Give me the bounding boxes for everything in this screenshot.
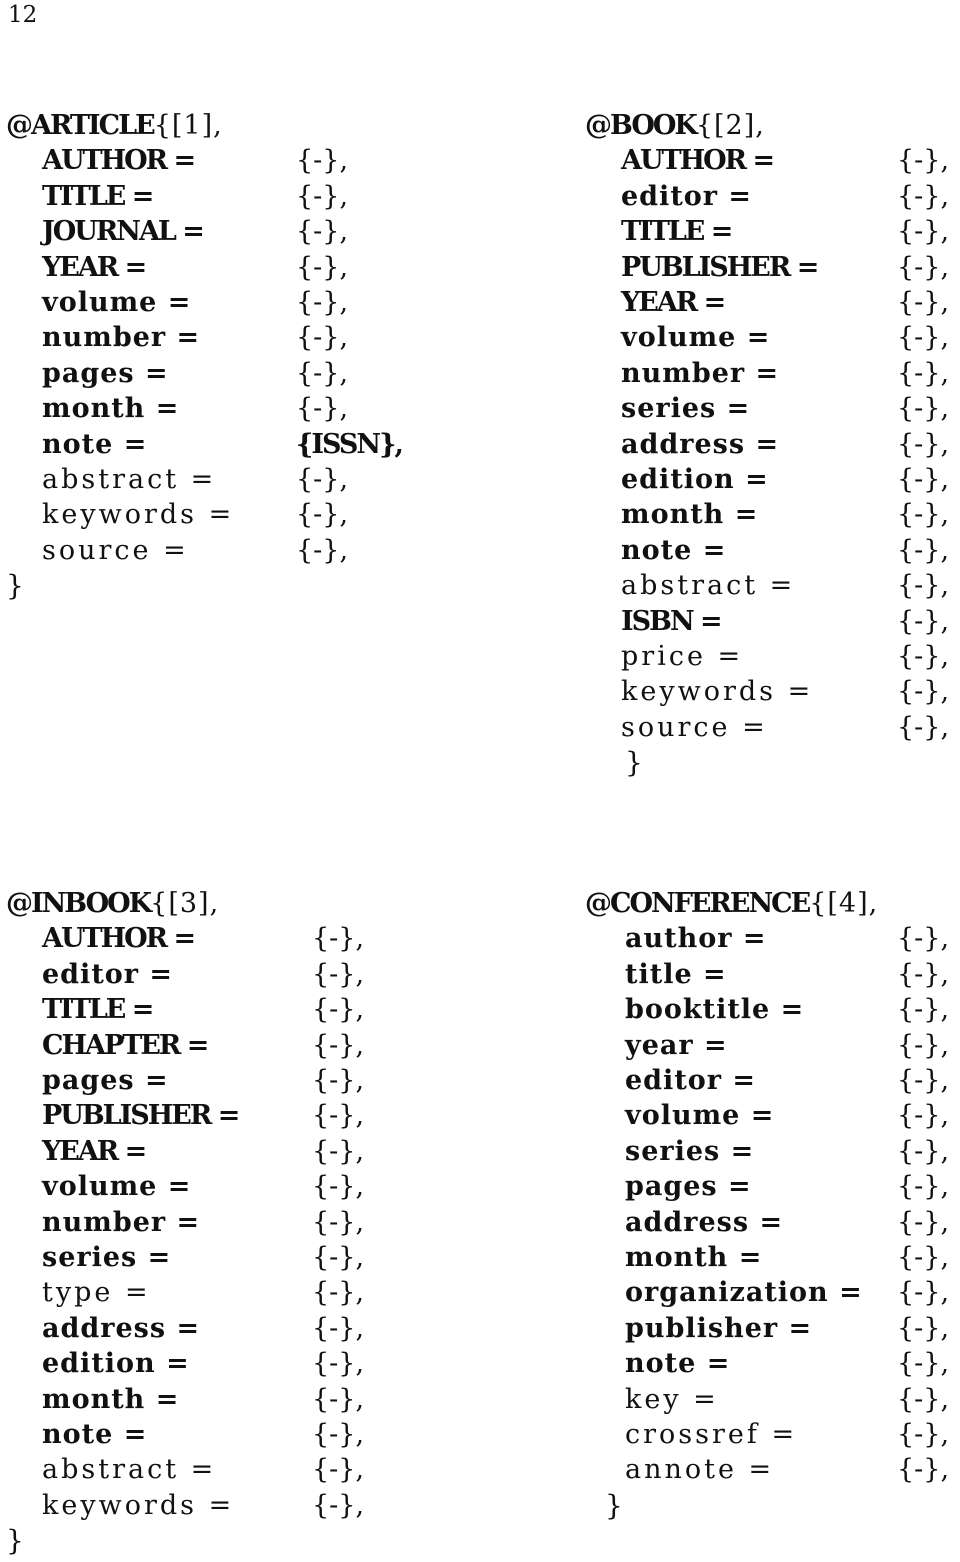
field-value: {-},	[897, 1206, 950, 1238]
field-value: {-},	[897, 1171, 950, 1203]
field-value: {-},	[897, 180, 950, 212]
field-value: {-},	[312, 1419, 365, 1450]
closing-brace: }	[605, 1488, 623, 1522]
entry-ref: {[1],	[153, 110, 223, 141]
field-name: TITLE =	[621, 216, 732, 248]
field-name: key =	[625, 1383, 719, 1415]
field-value: {-},	[897, 570, 950, 602]
entry-type: @CONFERENCE	[585, 888, 810, 919]
field-value: {-},	[312, 1100, 365, 1132]
field-value: {-},	[312, 1029, 365, 1061]
field-name: note =	[42, 428, 148, 460]
field-value: {-},	[897, 1348, 950, 1380]
field-name: editor =	[621, 180, 753, 212]
field-value: {-},	[897, 923, 950, 955]
field-name: CHAPTER =	[42, 1029, 208, 1061]
field-name: editor =	[42, 958, 174, 990]
field-value: {-},	[897, 428, 950, 460]
field-name: series =	[625, 1135, 755, 1167]
field-name: edition =	[42, 1348, 190, 1380]
field-value: {-},	[897, 1312, 950, 1344]
field-value: {-},	[897, 1100, 950, 1132]
field-name: month =	[621, 499, 759, 531]
field-value: {-},	[312, 1242, 365, 1273]
field-value: {-},	[312, 1277, 365, 1309]
field-value: {-},	[897, 534, 950, 566]
field-value: {-},	[296, 357, 349, 389]
field-name: month =	[42, 1383, 180, 1415]
entry-header	[585, 886, 878, 922]
field-name: abstract =	[621, 570, 796, 602]
field-name: note =	[625, 1348, 731, 1380]
field-name: PUBLISHER =	[42, 1100, 239, 1132]
field-value: {-},	[312, 958, 365, 990]
field-value: {-},	[312, 1383, 365, 1415]
field-name: PUBLISHER =	[621, 251, 818, 283]
field-name: YEAR =	[42, 251, 146, 283]
field-value: {-},	[897, 251, 950, 283]
field-name: source =	[42, 534, 189, 566]
field-value: {-},	[897, 1454, 950, 1486]
field-name: abstract =	[42, 1454, 217, 1486]
field-name: keywords =	[621, 676, 814, 708]
entry-ref: {[3],	[150, 888, 220, 919]
field-value: {-},	[897, 393, 950, 425]
field-name: edition =	[621, 464, 769, 495]
field-name: price =	[621, 641, 744, 672]
closing-brace: }	[625, 746, 643, 780]
field-value: {-},	[312, 1454, 365, 1486]
field-value: {-},	[296, 393, 349, 425]
field-name: year =	[625, 1029, 728, 1061]
closing-brace: }	[6, 1524, 24, 1558]
field-value: {-},	[296, 287, 349, 318]
entry-type: @BOOK	[585, 110, 696, 141]
field-value: {-},	[897, 357, 950, 389]
entry-header	[6, 886, 219, 922]
field-value: {-},	[312, 923, 365, 955]
field-value: {-},	[897, 1242, 950, 1273]
field-value: {-},	[897, 641, 950, 672]
field-name: pages =	[42, 1065, 169, 1096]
field-name: keywords =	[42, 1489, 235, 1521]
field-name: note =	[42, 1419, 148, 1450]
field-name: number =	[621, 357, 780, 389]
field-name: volume =	[42, 1171, 192, 1203]
closing-brace: }	[6, 569, 24, 603]
field-name: AUTHOR =	[621, 145, 774, 177]
field-value: {-},	[897, 1419, 950, 1450]
field-value: {-},	[897, 1277, 950, 1309]
field-value: {ISSN},	[296, 428, 402, 460]
field-name: title =	[625, 958, 727, 990]
field-value: {-},	[897, 1029, 950, 1061]
field-value: {-},	[312, 1171, 365, 1203]
field-value: {-},	[897, 322, 950, 354]
field-value: {-},	[897, 499, 950, 531]
field-name: volume =	[625, 1100, 775, 1132]
field-value: {-},	[296, 216, 349, 248]
field-name: keywords =	[42, 499, 235, 531]
field-value: {-},	[897, 216, 950, 248]
field-value: {-},	[897, 1135, 950, 1167]
field-value: {-},	[312, 1312, 365, 1344]
field-name: pages =	[42, 357, 169, 389]
field-name: volume =	[42, 287, 192, 318]
field-name: address =	[42, 1312, 201, 1344]
field-value: {-},	[312, 1206, 365, 1238]
entry-type: @INBOOK	[6, 888, 151, 919]
field-name: month =	[42, 393, 180, 425]
field-name: TITLE =	[42, 180, 153, 212]
field-value: {-},	[296, 322, 349, 354]
field-value: {-},	[897, 958, 950, 990]
field-name: note =	[621, 534, 727, 566]
field-name: booktitle =	[625, 994, 805, 1026]
field-name: pages =	[625, 1171, 752, 1203]
field-value: {-},	[296, 464, 349, 495]
field-value: {-},	[897, 1383, 950, 1415]
field-name: source =	[621, 711, 768, 743]
field-name: volume =	[621, 322, 771, 354]
field-value: {-},	[312, 1065, 365, 1096]
field-value: {-},	[312, 1489, 365, 1521]
field-value: {-},	[897, 464, 950, 495]
field-name: crossref =	[625, 1419, 798, 1450]
entry-header	[585, 108, 765, 144]
field-name: address =	[625, 1206, 784, 1238]
field-name: author =	[625, 923, 767, 955]
field-value: {-},	[897, 605, 950, 637]
field-name: month =	[625, 1242, 763, 1273]
page-number: 12	[8, 2, 38, 28]
entry-ref: {[2],	[695, 110, 765, 141]
field-name: type =	[42, 1277, 151, 1309]
field-value: {-},	[897, 1065, 950, 1096]
field-name: series =	[42, 1242, 172, 1273]
field-value: {-},	[312, 994, 365, 1026]
field-name: editor =	[625, 1065, 757, 1096]
field-value: {-},	[296, 180, 349, 212]
entry-type: @ARTICLE	[6, 110, 154, 141]
field-name: abstract =	[42, 464, 217, 495]
field-name: AUTHOR =	[42, 923, 195, 955]
field-value: {-},	[296, 534, 349, 566]
field-value: {-},	[897, 287, 950, 318]
field-name: JOURNAL =	[42, 216, 203, 248]
field-value: {-},	[897, 676, 950, 708]
field-name: number =	[42, 1206, 201, 1238]
field-name: organization =	[625, 1277, 863, 1309]
field-name: series =	[621, 393, 751, 425]
field-value: {-},	[897, 994, 950, 1026]
field-name: publisher =	[625, 1312, 813, 1344]
field-name: AUTHOR =	[42, 145, 195, 177]
field-value: {-},	[312, 1348, 365, 1380]
field-name: YEAR =	[42, 1135, 146, 1167]
field-value: {-},	[897, 145, 950, 177]
field-value: {-},	[312, 1135, 365, 1167]
entry-ref: {[4],	[809, 888, 879, 919]
field-value: {-},	[897, 711, 950, 743]
entry-header	[6, 108, 223, 144]
field-name: address =	[621, 428, 780, 460]
field-value: {-},	[296, 251, 349, 283]
field-name: ISBN =	[621, 605, 721, 637]
field-name: YEAR =	[621, 287, 725, 318]
field-name: TITLE =	[42, 994, 153, 1026]
field-value: {-},	[296, 145, 349, 177]
field-name: annote =	[625, 1454, 775, 1486]
field-value: {-},	[296, 499, 349, 531]
field-name: number =	[42, 322, 201, 354]
